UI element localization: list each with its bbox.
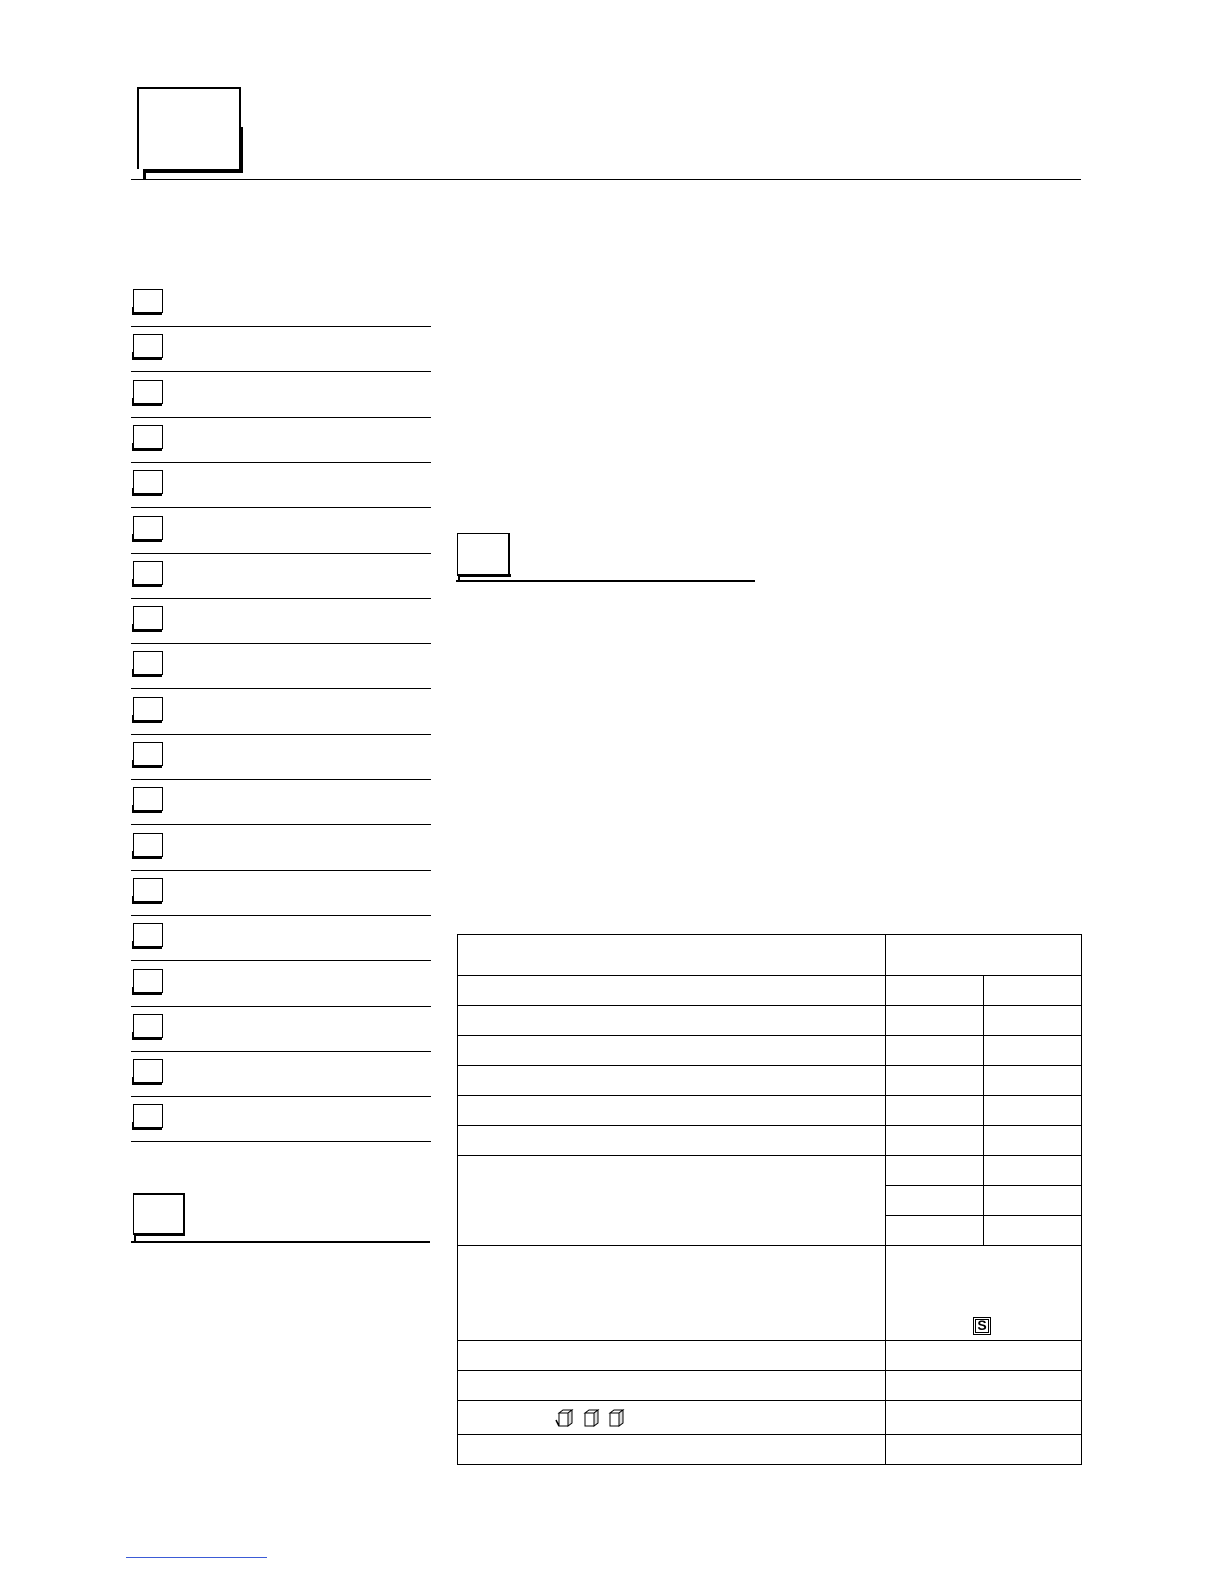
toc-item-rule [131,688,431,689]
toc-item-box [133,878,163,902]
table-cell [984,1156,1082,1186]
toc-item[interactable] [131,921,431,961]
toc-item-box [133,425,163,449]
table-cell [984,1186,1082,1216]
footer-link[interactable] [126,1557,267,1558]
toc-item-rule [131,1051,431,1052]
chapter-box-shadow-right [239,127,243,173]
mid-section-box-shadow [460,574,511,577]
toc-item-rule [131,960,431,961]
table-cell [458,976,886,1006]
table-cell [886,1371,1082,1401]
toc-item-rule [131,371,431,372]
toc-item[interactable] [131,287,431,327]
s-badge-icon: S [973,1317,991,1335]
table-header-row [458,935,1082,976]
toc-item[interactable] [131,1102,431,1142]
toc-item-box [133,787,163,811]
cube-icon [581,1408,601,1428]
toc-item-rule [131,598,431,599]
table-cell [984,1216,1082,1246]
chapter-box-edge [239,87,241,127]
table-cell [984,1096,1082,1126]
table-cell [886,1126,984,1156]
toc-item[interactable] [131,967,431,1007]
table-cell [984,1006,1082,1036]
toc-item-box [133,923,163,947]
toc-item-box [133,833,163,857]
table-cell [458,1096,886,1126]
toc-item-rule [131,417,431,418]
table-row [458,1435,1082,1465]
table-row [458,1066,1082,1096]
table-cell [458,1126,886,1156]
table-cell [458,1006,886,1036]
toc-item-rule [131,1096,431,1097]
toc-item-rule [131,779,431,780]
toc-item-rule [131,643,431,644]
table-cell [886,935,1082,976]
toc-item-box [133,742,163,766]
table-row [458,976,1082,1006]
toc-item[interactable] [131,604,431,644]
toc-item-box [133,651,163,675]
table-cell [984,976,1082,1006]
cube-icon [606,1408,626,1428]
toc-item-rule [131,734,431,735]
table-cell [458,1036,886,1066]
table-row [458,1096,1082,1126]
table-cell [458,1066,886,1096]
table-row [458,1341,1082,1371]
toc-item[interactable] [131,649,431,689]
table-row [458,1126,1082,1156]
chapter-box [137,87,240,169]
mid-section-rule [456,580,755,582]
section-box-shadow-left [134,1233,136,1241]
toc-item-box [133,470,163,494]
toc-item[interactable] [131,559,431,599]
toc-item-box [133,516,163,540]
table-cell [886,1246,1082,1341]
toc-item[interactable] [131,1012,431,1052]
toc-item-box [133,1014,163,1038]
table-cell [458,935,886,976]
table-row [458,1371,1082,1401]
mid-section-box [457,533,510,576]
table-cell [886,1341,1082,1371]
table-row [458,1036,1082,1066]
toc-item-box [133,561,163,585]
table-cell [886,1096,984,1126]
toc-item[interactable] [131,468,431,508]
toc-item-box [133,969,163,993]
toc-item-rule [131,824,431,825]
toc-item[interactable] [131,785,431,825]
table-cell [886,1186,984,1216]
toc-item-rule [131,1006,431,1007]
toc-item[interactable] [131,740,431,780]
toc-item[interactable] [131,695,431,735]
toc-item-box [133,380,163,404]
toc-item-rule [131,870,431,871]
table-cell [886,1006,984,1036]
toc-item-box [133,606,163,630]
toc-item-rule [131,1141,431,1142]
table-row [458,1006,1082,1036]
table-cell [886,1216,984,1246]
toc-item-rule [131,507,431,508]
table-cell [984,1126,1082,1156]
cube-icon-group [555,1408,628,1428]
toc-item[interactable] [131,378,431,418]
toc-item[interactable] [131,423,431,463]
table-cell [886,1156,984,1186]
chapter-box-shadow-bottom [143,169,243,173]
toc-item-rule [131,462,431,463]
table-cell [458,1341,886,1371]
table-cell [458,1435,886,1465]
table-cell [458,1246,886,1341]
table-row [458,1246,1082,1341]
toc-item-box [133,289,163,313]
section-box [133,1193,185,1235]
toc-item[interactable] [131,876,431,916]
table-cell [458,1371,886,1401]
table-cell [886,1401,1082,1435]
toc-item-rule [131,326,431,327]
table-cell [886,1066,984,1096]
spec-table [457,934,1082,1465]
toc-item-box [133,334,163,358]
toc-item[interactable] [131,1057,431,1097]
chapter-box-shadow-left [143,169,146,179]
toc-item[interactable] [131,831,431,871]
cube-icon [555,1408,575,1428]
table-cell [886,1435,1082,1465]
table-row [458,1156,1082,1186]
section-box-shadow [135,1233,185,1236]
toc-item-box [133,1104,163,1128]
toc-item-box [133,1059,163,1083]
header-rule [131,179,1081,180]
table-cell [458,1156,886,1246]
table-cell [886,1036,984,1066]
toc-item-box [133,697,163,721]
toc-item[interactable] [131,514,431,554]
toc-item-rule [131,915,431,916]
toc-item[interactable] [131,332,431,372]
table-cell [984,1066,1082,1096]
table-row [458,1401,1082,1435]
toc-item-rule [131,553,431,554]
section-rule [131,1241,430,1243]
table-cell [458,1401,886,1435]
table-cell [984,1036,1082,1066]
table-cell [886,976,984,1006]
